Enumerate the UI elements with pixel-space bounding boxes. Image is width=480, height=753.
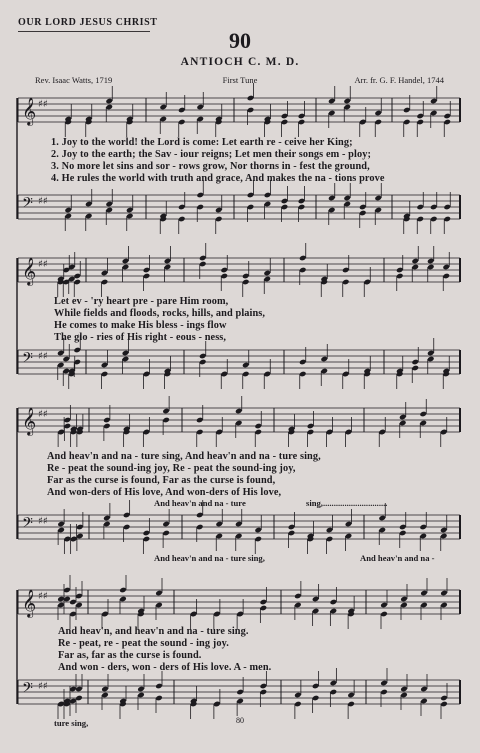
bass-clef-icon: 𝄢 <box>22 350 33 370</box>
treble-staff <box>18 575 460 629</box>
cue-lyric-lower: ture sing, <box>54 718 89 728</box>
bass-staff <box>18 335 460 389</box>
verse-4-line: And won-ders of His love, And won-ders of His love, <box>47 487 282 498</box>
bass-clef-icon: 𝄢 <box>22 680 33 700</box>
cue-lyric-lower: And heav'n and na - ture sing, <box>154 553 265 563</box>
running-head: OUR LORD JESUS CHRIST <box>18 17 158 28</box>
bass-clef-icon: 𝄢 <box>22 195 33 215</box>
verse-2-line: Re - peat, re - peat the sound - ing joy. <box>58 638 229 649</box>
bass-staff <box>18 500 460 554</box>
verse-4-line: 4. He rules the world with truth and grace, And makes the na - tions prove <box>51 173 385 184</box>
treble-clef-icon: 𝄞 <box>22 407 37 435</box>
tune-name: ANTIOCH C. M. D. <box>180 56 300 68</box>
treble-clef-icon: 𝄞 <box>22 257 37 285</box>
verse-3-line: Far as the curse is found, Far as the curse is found, <box>47 475 276 486</box>
verse-3-line: 3. No more let sins and sor - rows grow, Nor thorns in - fest the ground, <box>51 161 370 172</box>
verse-4-line: The glo - ries of His right - eous - ness, <box>54 332 227 343</box>
cue-lyric-upper: And heav'n and na - ture <box>154 498 246 508</box>
key-signature-sharps-icon: ♯♯ <box>38 409 48 420</box>
treble-clef-icon: 𝄞 <box>22 97 37 125</box>
verse-1-line: 1. Joy to the world! the Lord is come: Let earth re - ceive her King; <box>51 137 353 148</box>
verse-2-line: While fields and floods, rocks, hills, and plains, <box>54 308 266 319</box>
bass-staff <box>18 180 460 234</box>
music-system-2 <box>16 250 462 390</box>
tune-label: First Tune <box>222 75 258 85</box>
verse-4-line: And won - ders, won - ders of His love. A - men. <box>58 662 272 673</box>
verse-3-line: Far as, far as the curse is found. <box>58 650 202 661</box>
music-system-1 <box>16 90 462 240</box>
treble-staff <box>18 83 460 137</box>
treble-clef-icon: 𝄞 <box>22 589 37 617</box>
verse-1-line: And heav'n and na - ture sing, And heav'n and na - ture sing, <box>47 451 321 462</box>
verse-1-line: Let ev - 'ry heart pre - pare Him room, <box>54 296 229 307</box>
verse-3-line: He comes to make His bless - ings flow <box>54 320 227 331</box>
page-number: 80 <box>236 716 244 725</box>
key-signature-sharps-icon: ♯♯ <box>38 516 48 527</box>
hymn-number: 90 <box>229 28 251 53</box>
bass-clef-icon: 𝄢 <box>22 515 33 535</box>
cue-lyric-upper-right: sing,.............................. <box>306 498 388 508</box>
arranger-credit: Arr. fr. G. F. Handel, 1744 <box>354 75 444 85</box>
verse-2-line: Re - peat the sound-ing joy, Re - peat the sound-ing joy, <box>47 463 296 474</box>
music-system-4 <box>16 580 462 730</box>
author-credit: Rev. Isaac Watts, 1719 <box>35 75 113 85</box>
treble-staff <box>18 396 460 447</box>
treble-staff <box>18 243 460 297</box>
music-system-3 <box>16 400 462 570</box>
bass-staff <box>18 668 460 719</box>
verse-1-line: And heav'n, and heav'n and na - ture sing. <box>58 626 249 637</box>
key-signature-sharps-icon: ♯♯ <box>38 196 48 207</box>
key-signature-sharps-icon: ♯♯ <box>38 591 48 602</box>
cue-lyric-lower-right: And heav'n and na - <box>360 553 435 563</box>
verse-2-line: 2. Joy to the earth; the Sav - iour reigns; Let men their songs em - ploy; <box>51 149 371 160</box>
key-signature-sharps-icon: ♯♯ <box>38 99 48 110</box>
key-signature-sharps-icon: ♯♯ <box>38 681 48 692</box>
key-signature-sharps-icon: ♯♯ <box>38 259 48 270</box>
key-signature-sharps-icon: ♯♯ <box>38 351 48 362</box>
